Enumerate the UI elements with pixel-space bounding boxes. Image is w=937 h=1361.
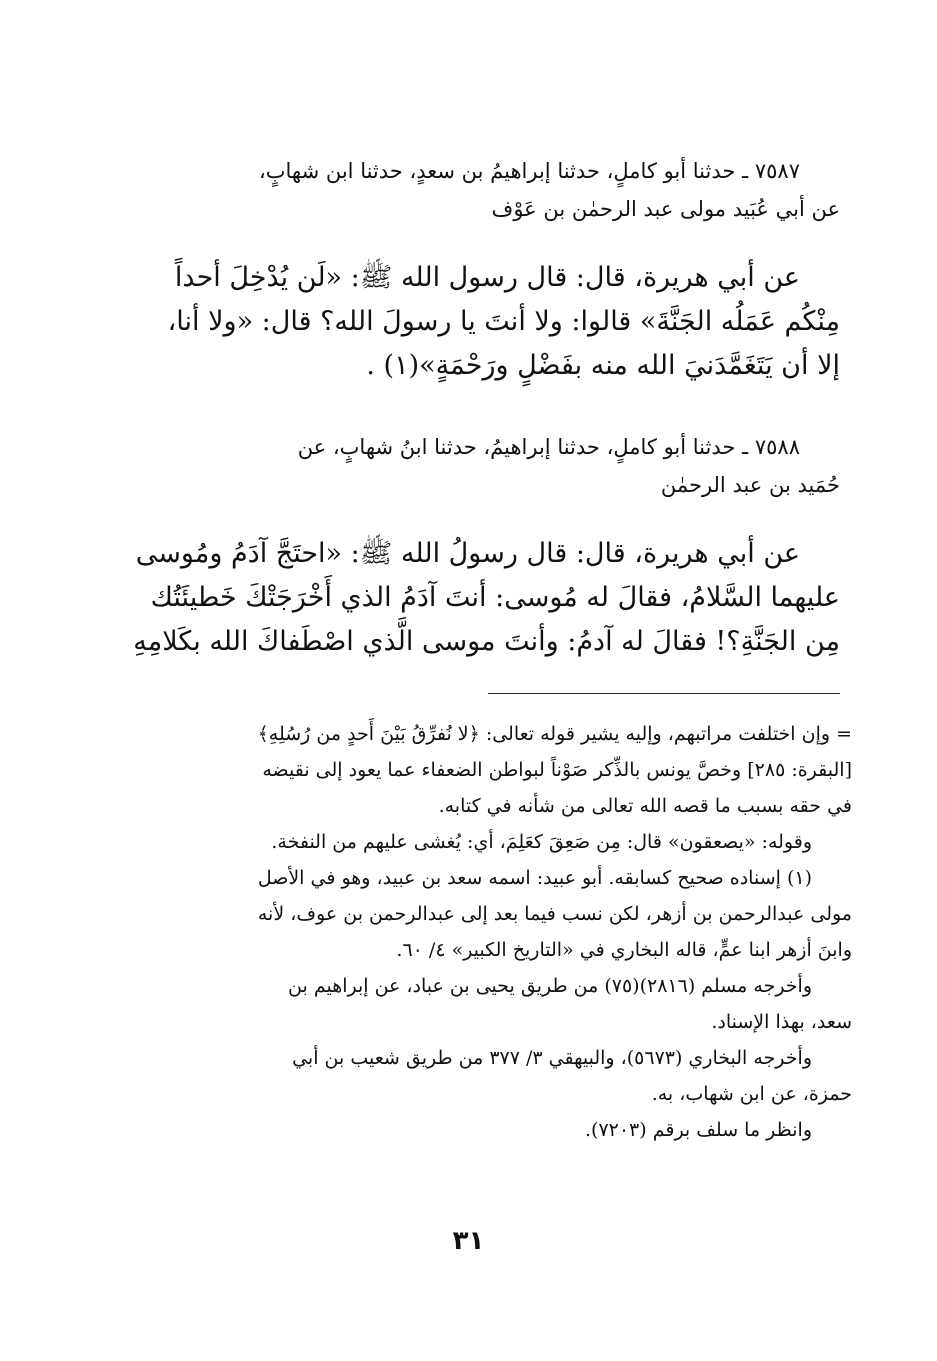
hadith-7587-matn [140, 256, 840, 388]
text-line: عليهما السَّلامُ، فقالَ له مُوسى: أنتَ آدَمُ الذي أَخْرَجَتْكَ خَطيئَتُك [150, 582, 840, 613]
text-line: حُمَيد بن عبد الرحمٰن [660, 473, 840, 497]
footnote-line: [البقرة: ٢٨٥] وخصَّ يونس بالذِّكر صَوْناً لبواطن الضعفاء عما يعود إلى نقيضه [262, 759, 852, 781]
footnote-line: وابنَ أزهر ابنا عمٍّ، قاله البخاري في «التاريخ الكبير» ٤/ ٦٠. [396, 939, 852, 961]
footnote-line: = وإن اختلفت مراتبهم، وإليه يشير قوله تعالى: ﴿لا نُفرِّقُ بَيْنَ أَحدٍ من رُسُلِهِ﴾ [257, 723, 852, 745]
text-line: عن أبي هريرة، قال: قال رسول الله ﷺ: «لَن يُدْخِلَ أحداً [174, 262, 800, 293]
footnote-line: مولى عبدالرحمن بن أزهر، لكن نسب فيما بعد إلى عبدالرحمن بن عوف، لأنه [257, 903, 852, 925]
footnote-line: وانظر ما سلف برقم (٧٢٠٣). [584, 1119, 812, 1141]
text-line: مِنْكُم عَمَلُه الجَنَّةَ» قالوا: ولا أنتَ يا رسولَ الله؟ قال: «ولا أنا، [167, 306, 840, 337]
footnote-separator [488, 693, 840, 694]
text-line: عن أبي هريرة، قال: قال رسولُ الله ﷺ: «احتَجَّ آدَمُ ومُوسى [135, 538, 800, 569]
text-line: ٧٥٨٨ ـ حدثنا أبو كاملٍ، حدثنا إبراهيمُ، حدثنا ابنُ شهابٍ، عن [297, 435, 800, 459]
text-line: ٧٥٨٧ ـ حدثنا أبو كاملٍ، حدثنا إبراهيمُ بن سعدٍ، حدثنا ابن شهابٍ، [258, 159, 800, 183]
footnote-line: حمزة، عن ابن شهاب، به. [651, 1083, 852, 1105]
hadith-7588-isnad [140, 428, 840, 504]
footnote-line: وقوله: «يصعقون» قال: مِن صَعِقَ كعَلِمَ، أي: يُغشى عليهم من النفخة. [271, 831, 812, 853]
footnote-line: (١) إسناده صحيح كسابقه. أبو عبيد: اسمه سعد بن عبيد، وهو في الأصل [257, 867, 812, 889]
hadith-7587-isnad [140, 152, 840, 228]
hadith-7588-matn [133, 532, 840, 664]
footnote-line: سعد، بهذا الإسناد. [711, 1011, 852, 1033]
page-number: ٣١ [452, 1226, 485, 1256]
text-line: عن أبي عُبَيد مولى عبد الرحمٰن بن عَوْف [491, 197, 840, 221]
footnote-line: في حقه بسبب ما قصه الله تعالى من شأنه في كتابه. [438, 795, 852, 817]
footnote-line: وأخرجه مسلم (٢٨١٦)(٧٥) من طريق يحيى بن عباد، عن إبراهيم بن [288, 975, 812, 997]
text-line: مِن الجَنَّةِ؟! فقالَ له آدمُ: وأنتَ موسى الَّذي اصْطَفاكَ الله بكَلامِهِ [133, 626, 840, 657]
footnotes [140, 716, 852, 1148]
text-line: إلا أن يَتَغَمَّدَنيَ الله منه بفَضْلٍ ورَحْمَةٍ»(١) . [366, 350, 840, 381]
footnote-line: وأخرجه البخاري (٥٦٧٣)، والبيهقي ٣/ ٣٧٧ من طريق شعيب بن أبي [292, 1047, 812, 1069]
